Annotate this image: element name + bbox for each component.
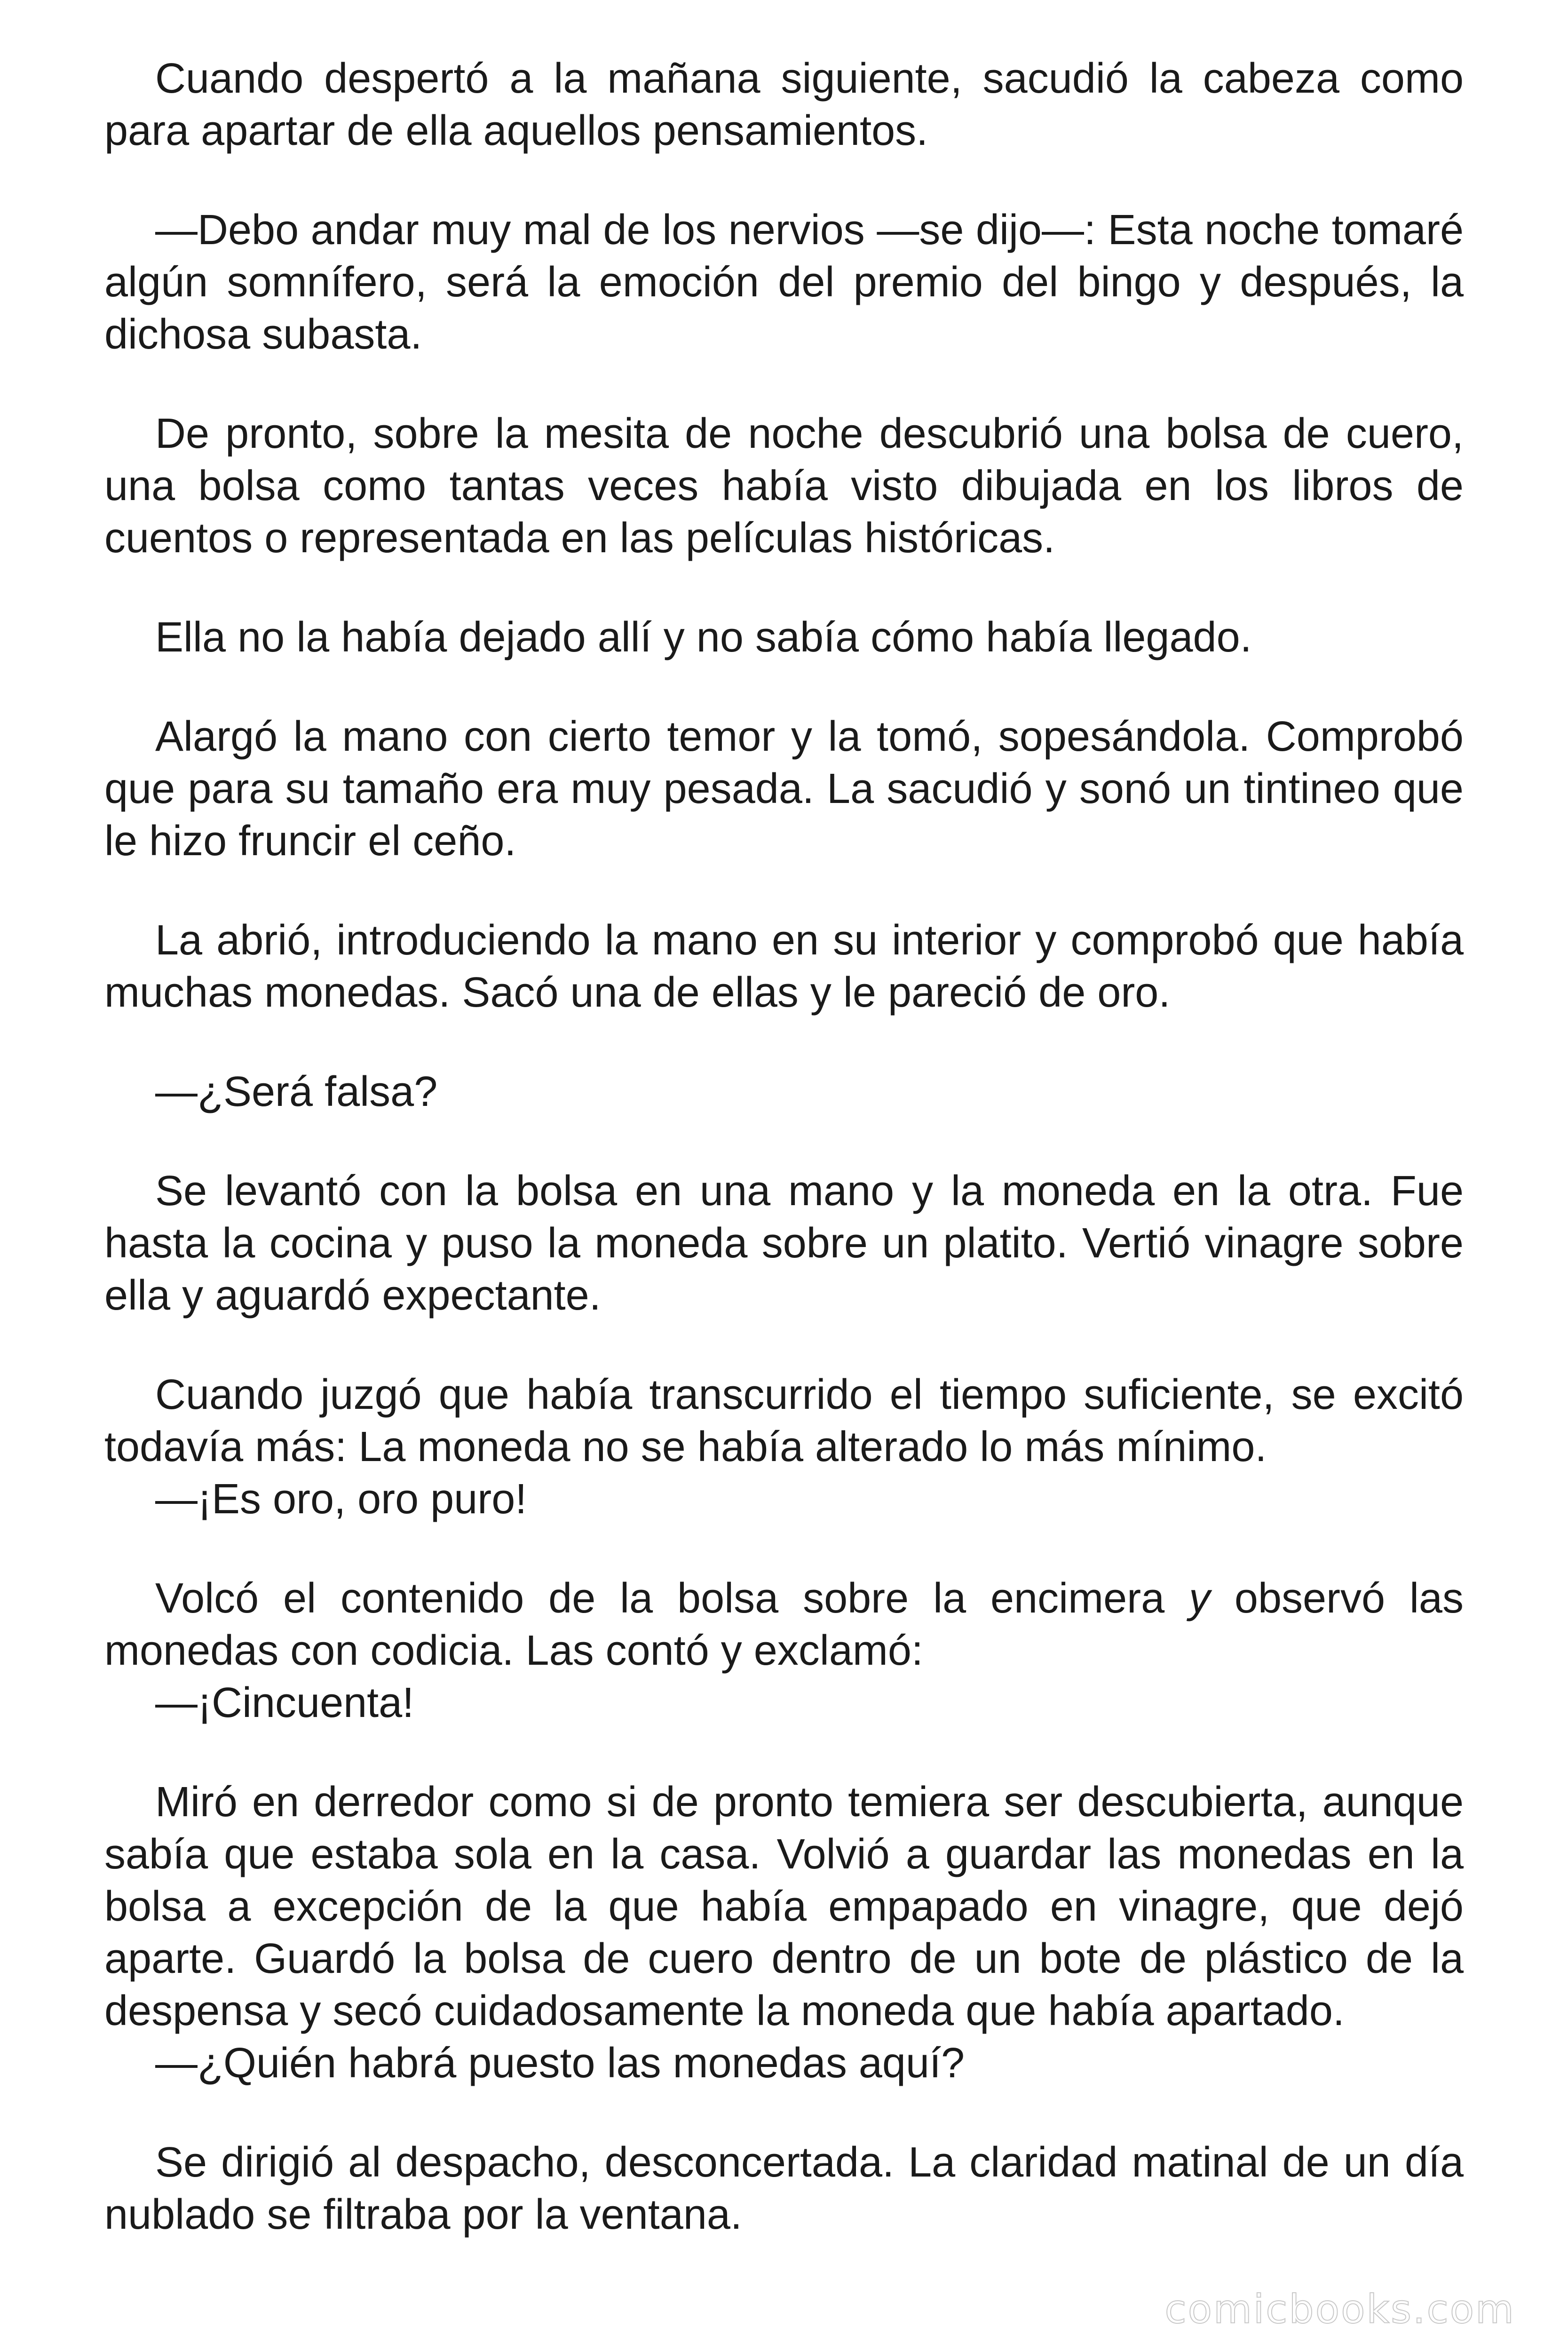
italic-word: y [1189,1575,1211,1622]
paragraph: Cuando juzgó que había transcurrido el tiempo suficiente, se excitó todavía más: La moneda no se había alterado lo más mínimo. [104,1371,1464,1470]
paragraph: —Debo andar muy mal de los nervios —se dijo—: Esta noche tomaré algún somnífero, será la emoción del premio del bingo y después, la dichosa subasta. [104,207,1464,358]
page-text [104,53,1464,2241]
watermark: comicbooks.com [1164,2286,1515,2332]
paragraph: La abrió, introduciendo la mano en su interior y comprobó que había muchas monedas. Sacó una de ellas y le pareció de oro. [104,917,1464,1016]
paragraph: De pronto, sobre la mesita de noche descubrió una bolsa de cuero, una bolsa como tantas veces había visto dibujada en los libros de cuentos o representada en las películas históricas. [104,410,1464,562]
paragraph: Cuando despertó a la mañana siguiente, sacudió la cabeza como para apartar de ella aquellos pensamientos. [104,55,1464,154]
paragraph: Ella no la había dejado allí y no sabía cómo había llegado. [155,614,1252,661]
paragraph-text: Volcó el contenido de la bolsa sobre la encimera [155,1575,1189,1622]
dialogue-line: —¿Quién habrá puesto las monedas aquí? [155,2040,965,2087]
paragraph: Miró en derredor como si de pronto temiera ser descubierta, aunque sabía que estaba sola en la casa. Volvió a guardar las monedas en la bolsa a excepción de la que había empapado en vinagre, que dejó aparte. Guardó la bolsa de cuero dentro de un bote de plástico de la despensa y secó cuidadosamente la moneda que había apartado. [104,1779,1464,2034]
paragraph-text: observó las monedas con codicia. Las contó y exclamó: [104,1575,1464,1674]
paragraph: Alargó la mano con cierto temor y la tomó, sopesándola. Comprobó que para su tamaño era muy pesada. La sacudió y sonó un tintineo que le hizo fruncir el ceño. [104,713,1464,865]
dialogue-line: —¿Será falsa? [155,1068,438,1115]
dialogue-line: —¡Cincuenta! [155,1679,414,1726]
paragraph: Se levantó con la bolsa en una mano y la moneda en la otra. Fue hasta la cocina y puso la moneda sobre un platito. Vertió vinagre sobre ella y aguardó expectante. [104,1168,1464,1319]
paragraph: Se dirigió al despacho, desconcertada. La claridad matinal de un día nublado se filtraba por la ventana. [104,2139,1464,2238]
paragraph [104,1573,1464,1677]
dialogue-line: —¡Es oro, oro puro! [155,1476,527,1523]
